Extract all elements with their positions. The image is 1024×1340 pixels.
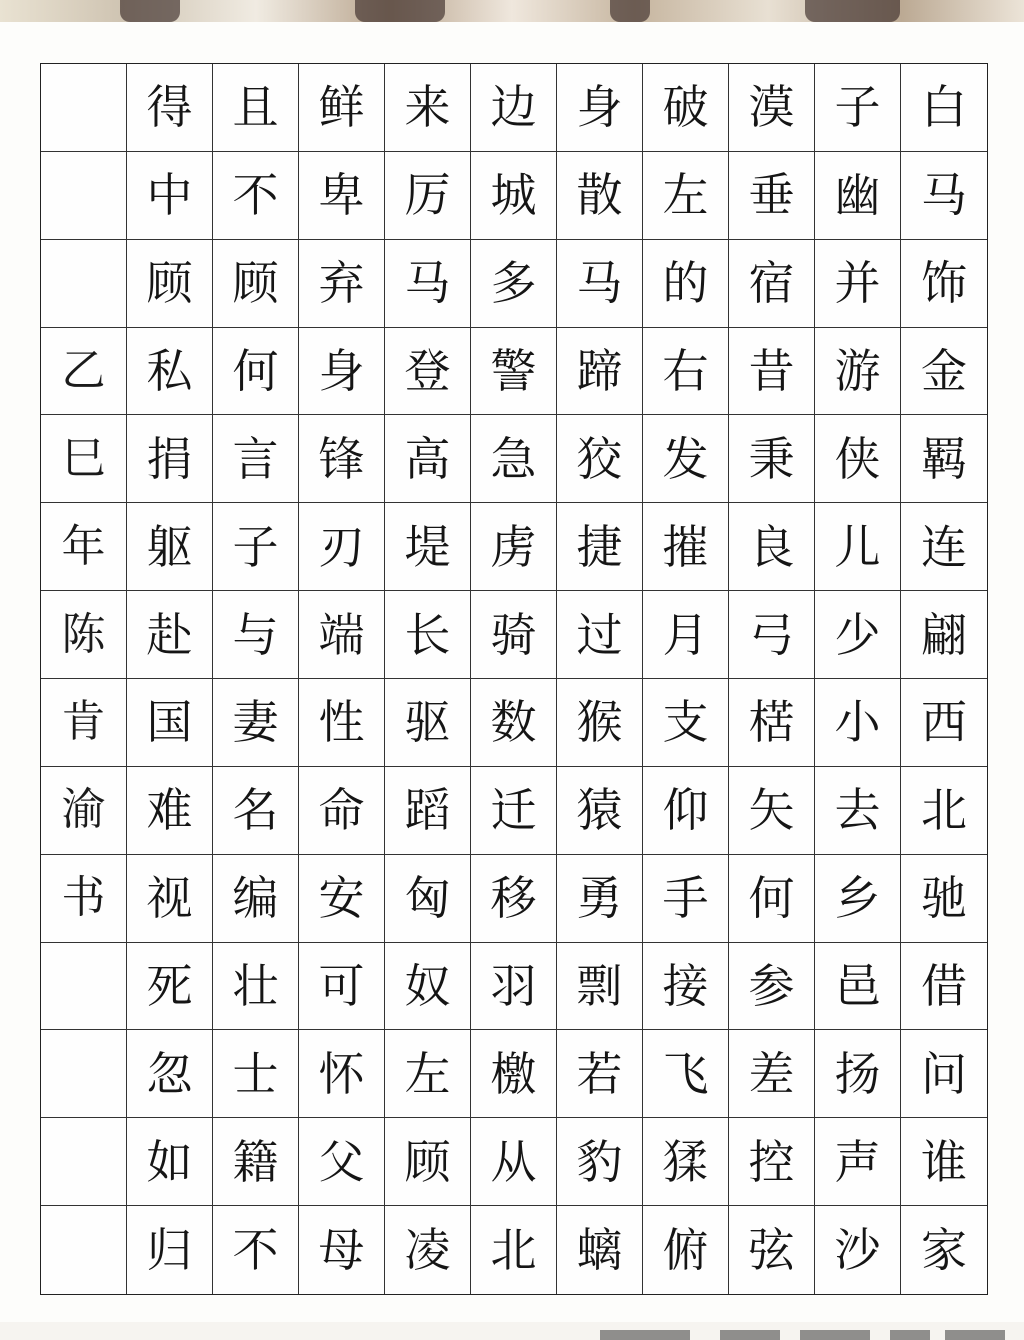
character-cell: 顾: [385, 1118, 471, 1206]
character-cell: 堤: [385, 503, 471, 591]
character-cell: 骑: [471, 591, 557, 679]
character-cell: 马: [385, 240, 471, 328]
character-cell: 怀: [299, 1030, 385, 1118]
character-cell: 破: [643, 64, 729, 152]
character-cell: 捷: [557, 503, 643, 591]
character-cell: 母: [299, 1206, 385, 1294]
character-cell: 游: [815, 328, 901, 416]
character-cell: 子: [815, 64, 901, 152]
character-cell: 且: [213, 64, 299, 152]
character-cell: 难: [127, 767, 213, 855]
character-cell: 安: [299, 855, 385, 943]
character-cell: 性: [299, 679, 385, 767]
character-cell: 顾: [127, 240, 213, 328]
character-cell: 乡: [815, 855, 901, 943]
character-cell: 谁: [901, 1118, 987, 1206]
character-cell: 北: [901, 767, 987, 855]
character-cell: 接: [643, 943, 729, 1031]
character-cell: 从: [471, 1118, 557, 1206]
character-cell: 勇: [557, 855, 643, 943]
character-cell: 漠: [729, 64, 815, 152]
character-cell: 参: [729, 943, 815, 1031]
signature-cell: 渝: [41, 767, 127, 855]
character-cell: 饰: [901, 240, 987, 328]
character-cell: 不: [213, 1206, 299, 1294]
character-cell: 儿: [815, 503, 901, 591]
character-cell: 白: [901, 64, 987, 152]
character-cell: 弓: [729, 591, 815, 679]
character-cell: 羁: [901, 415, 987, 503]
character-cell: 忽: [127, 1030, 213, 1118]
character-cell: 右: [643, 328, 729, 416]
decorative-bottom-border: [0, 1322, 1024, 1340]
character-cell: 猴: [557, 679, 643, 767]
signature-cell: [41, 1118, 127, 1206]
character-cell: 何: [729, 855, 815, 943]
character-cell: 弃: [299, 240, 385, 328]
character-cell: 不: [213, 152, 299, 240]
character-cell: 西: [901, 679, 987, 767]
character-cell: 躯: [127, 503, 213, 591]
character-cell: 籍: [213, 1118, 299, 1206]
character-cell: 登: [385, 328, 471, 416]
character-cell: 矢: [729, 767, 815, 855]
character-cell: 左: [643, 152, 729, 240]
character-cell: 家: [921, 1223, 967, 1278]
character-cell: 警: [471, 328, 557, 416]
character-cell: 控: [729, 1118, 815, 1206]
character-cell: 昔: [729, 328, 815, 416]
character-cell: 剽: [557, 943, 643, 1031]
character-cell: 移: [471, 855, 557, 943]
character-cell: 垂: [729, 152, 815, 240]
character-cell: 螭: [557, 1206, 643, 1294]
character-cell: 编: [213, 855, 299, 943]
character-cell: 的: [643, 240, 729, 328]
signature-cell: [41, 152, 127, 240]
character-cell: 蹄: [557, 328, 643, 416]
character-cell: 壮: [213, 943, 299, 1031]
character-cell: 赴: [127, 591, 213, 679]
character-cell: 死: [127, 943, 213, 1031]
character-cell: 发: [643, 415, 729, 503]
character-cell: 中: [127, 152, 213, 240]
signature-cell: 乙: [41, 328, 127, 416]
signature-cell: 年: [41, 503, 127, 591]
character-cell: 小: [815, 679, 901, 767]
character-cell: 国: [127, 679, 213, 767]
character-cell: 羽: [471, 943, 557, 1031]
character-cell: 月: [643, 591, 729, 679]
character-cell: 顾: [213, 240, 299, 328]
signature-cell: 书: [41, 855, 127, 943]
character-cell: 秉: [729, 415, 815, 503]
character-cell: 来: [385, 64, 471, 152]
character-cell: 视: [127, 855, 213, 943]
character-cell: 急: [471, 415, 557, 503]
character-cell: 手: [643, 855, 729, 943]
character-cell: 问: [901, 1030, 987, 1118]
character-cell: 归: [127, 1206, 213, 1294]
character-cell: 数: [471, 679, 557, 767]
character-cell: 幽: [815, 152, 901, 240]
character-cell: 若: [557, 1030, 643, 1118]
character-cell: 邑: [815, 943, 901, 1031]
character-cell: 卑: [299, 152, 385, 240]
character-cell: 多: [471, 240, 557, 328]
character-cell: 身: [557, 64, 643, 152]
character-cell: 豹: [557, 1118, 643, 1206]
character-cell: 少: [815, 591, 901, 679]
signature-cell: [41, 943, 127, 1031]
character-cell: 命: [299, 767, 385, 855]
character-cell: 连: [901, 503, 987, 591]
character-cell: 得: [127, 64, 213, 152]
character-cell: 父: [299, 1118, 385, 1206]
character-cell: 猿: [557, 767, 643, 855]
character-cell: 城: [471, 152, 557, 240]
character-cell: 虏: [471, 503, 557, 591]
character-cell: 驱: [385, 679, 471, 767]
decorative-top-border: [0, 0, 1024, 22]
character-cell: 如: [127, 1118, 213, 1206]
character-cell: 边: [471, 64, 557, 152]
character-cell: 厉: [385, 152, 471, 240]
character-cell: 翩: [901, 591, 987, 679]
signature-cell: [41, 1030, 127, 1118]
character-cell: 凌: [385, 1206, 471, 1294]
signature-cell: 巳: [41, 415, 127, 503]
character-cell: 鲜: [299, 64, 385, 152]
character-cell: 并: [815, 240, 901, 328]
character-cell: 弦: [729, 1206, 815, 1294]
signature-cell: 陈: [41, 591, 127, 679]
signature-cell: [41, 1206, 127, 1294]
character-cell: 仰: [643, 767, 729, 855]
character-cell: 言: [213, 415, 299, 503]
character-cell: 锋: [299, 415, 385, 503]
character-cell: 士: [213, 1030, 299, 1118]
character-cell: 散: [557, 152, 643, 240]
character-cell: 声: [815, 1118, 901, 1206]
character-cell: 楛: [729, 679, 815, 767]
signature-cell: [41, 64, 127, 152]
character-cell: 飞: [643, 1030, 729, 1118]
character-cell: 狡: [557, 415, 643, 503]
character-cell: 匈: [385, 855, 471, 943]
character-cell: 捐: [127, 415, 213, 503]
calligraphy-grid: [40, 63, 988, 1295]
character-cell: 子: [213, 503, 299, 591]
character-cell: 左: [385, 1030, 471, 1118]
character-cell: 奴: [385, 943, 471, 1031]
character-cell: 长: [385, 591, 471, 679]
character-cell: 借: [901, 943, 987, 1031]
character-cell: 过: [557, 591, 643, 679]
character-cell: 何: [213, 328, 299, 416]
character-cell: 端: [299, 591, 385, 679]
character-cell: 与: [213, 591, 299, 679]
character-cell: 俯: [643, 1206, 729, 1294]
character-cell: 差: [729, 1030, 815, 1118]
character-cell: 北: [471, 1206, 557, 1294]
character-cell: 私: [127, 328, 213, 416]
character-cell: 摧: [643, 503, 729, 591]
character-cell: 妻: [213, 679, 299, 767]
character-cell: 驰: [901, 855, 987, 943]
character-cell: 高: [385, 415, 471, 503]
character-cell: 可: [299, 943, 385, 1031]
signature-cell: [41, 240, 127, 328]
character-cell: 支: [643, 679, 729, 767]
character-cell: 刃: [299, 503, 385, 591]
character-cell: 蹈: [385, 767, 471, 855]
character-cell: 侠: [815, 415, 901, 503]
character-cell: 名: [213, 767, 299, 855]
character-cell: 良: [729, 503, 815, 591]
character-cell: 身: [299, 328, 385, 416]
character-cell: 扬: [815, 1030, 901, 1118]
character-cell: 马: [901, 152, 987, 240]
character-cell: 去: [815, 767, 901, 855]
character-cell: 马: [557, 240, 643, 328]
character-cell: 金: [901, 328, 987, 416]
character-cell: 宿: [729, 240, 815, 328]
character-cell: 檄: [471, 1030, 557, 1118]
character-cell: 迁: [471, 767, 557, 855]
signature-cell: 肯: [41, 679, 127, 767]
character-cell: 沙: [815, 1206, 901, 1294]
character-cell: 猱: [643, 1118, 729, 1206]
